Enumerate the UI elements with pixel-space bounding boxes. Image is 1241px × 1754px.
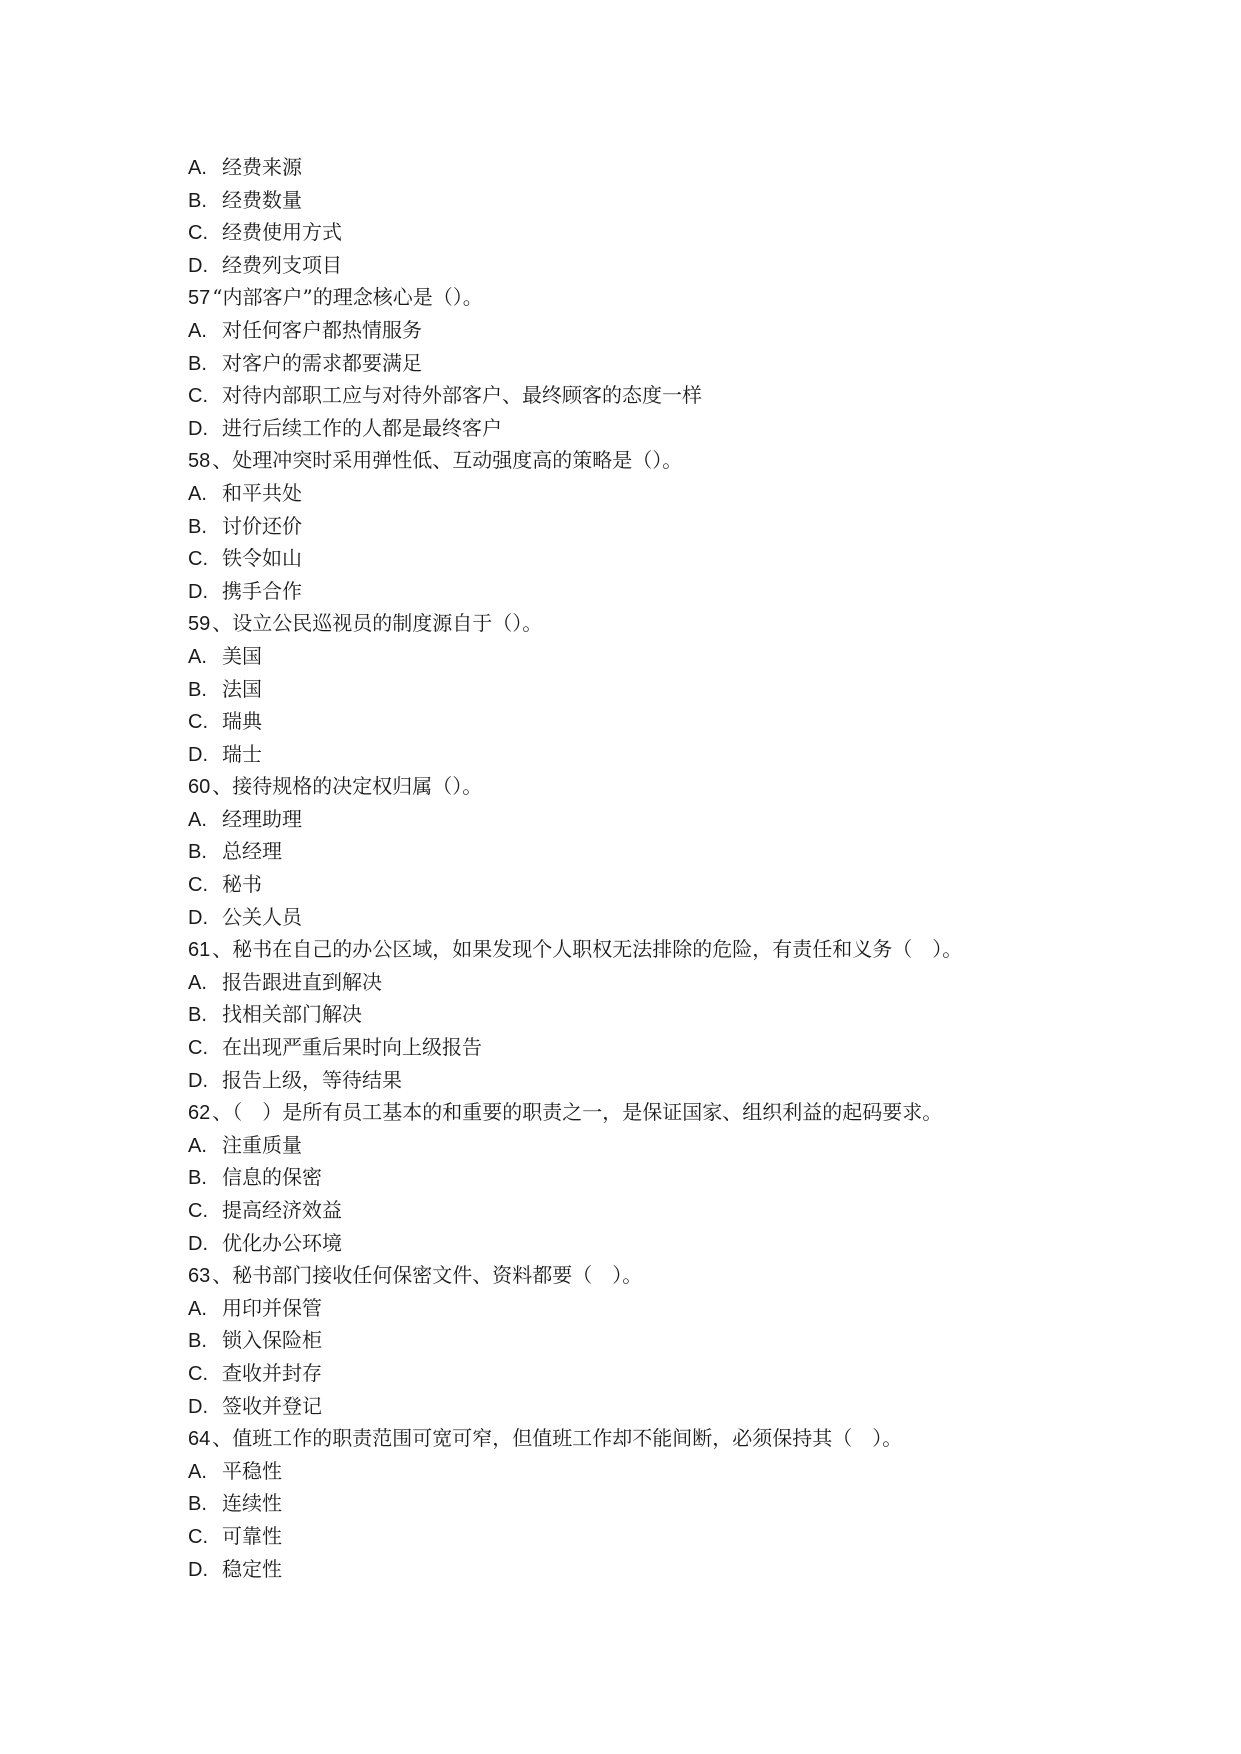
option-text: 锁入保险柜 <box>222 1328 322 1353</box>
option-letter: B. <box>188 189 207 212</box>
question-number: 63 <box>188 1265 211 1288</box>
option-line <box>188 835 1108 868</box>
option-text: 签收并登记 <box>222 1393 322 1418</box>
option-letter: D. <box>188 580 208 603</box>
option-text: 瑞典 <box>222 709 262 734</box>
option-text: 连续性 <box>222 1491 282 1516</box>
option-text: 报告跟进直到解决 <box>222 969 382 994</box>
question-text: 、（ ）是所有员工基本的和重要的职责之一，是保证国家、组织利益的起码要求。 <box>212 1100 943 1125</box>
option-text: 和平共处 <box>222 480 302 505</box>
option-line <box>188 1324 1108 1357</box>
option-letter: C. <box>188 222 208 245</box>
option-letter: D. <box>188 1069 208 1092</box>
option-letter: C. <box>188 1362 208 1385</box>
option-text: 报告上级，等待结果 <box>222 1067 402 1092</box>
option-line <box>188 868 1108 901</box>
option-letter: A. <box>188 971 207 994</box>
option-line <box>188 249 1108 282</box>
question-line <box>188 1422 1108 1455</box>
option-text: 铁令如山 <box>222 546 302 571</box>
question-number: 61 <box>188 939 211 962</box>
option-line <box>188 738 1108 771</box>
option-line <box>188 1064 1108 1097</box>
option-letter: A. <box>188 645 207 668</box>
option-text: 公关人员 <box>222 904 302 929</box>
option-text: 经费列支项目 <box>222 252 342 277</box>
option-line <box>188 705 1108 738</box>
option-letter: D. <box>188 743 208 766</box>
option-line <box>188 966 1108 999</box>
option-letter: B. <box>188 841 207 864</box>
option-line <box>188 901 1108 934</box>
option-letter: B. <box>188 678 207 701</box>
option-line <box>188 575 1108 608</box>
option-text: 经理助理 <box>222 806 302 831</box>
option-line <box>188 1292 1108 1325</box>
option-letter: C. <box>188 874 208 897</box>
option-letter: A. <box>188 1297 207 1320</box>
question-line <box>188 933 1108 966</box>
option-line <box>188 477 1108 510</box>
option-letter: C. <box>188 1525 208 1548</box>
option-letter: A. <box>188 1134 207 1157</box>
option-text: 经费来源 <box>222 155 302 179</box>
option-letter: B. <box>188 1004 207 1027</box>
option-line <box>188 1357 1108 1390</box>
option-letter: D. <box>188 417 208 440</box>
question-text: 、秘书在自己的办公区域，如果发现个人职权无法排除的危险，有责任和义务（ ）。 <box>212 937 963 962</box>
question-line <box>188 1096 1108 1129</box>
option-line <box>188 1227 1108 1260</box>
option-text: 经费数量 <box>222 187 302 212</box>
option-text: 美国 <box>222 643 262 668</box>
option-letter: C. <box>188 711 208 734</box>
option-line <box>188 379 1108 412</box>
option-letter: B. <box>188 515 207 538</box>
option-text: 进行后续工作的人都是最终客户 <box>222 415 502 440</box>
option-line <box>188 151 1108 184</box>
option-line <box>188 1129 1108 1162</box>
option-text: 查收并封存 <box>222 1360 322 1385</box>
option-text: 优化办公环境 <box>222 1230 342 1255</box>
option-text: 秘书 <box>222 872 262 897</box>
option-text: 对待内部职工应与对待外部客户、最终顾客的态度一样 <box>222 383 702 408</box>
option-line <box>188 347 1108 380</box>
question-number: 57 <box>188 287 211 310</box>
option-text: 法国 <box>222 676 262 701</box>
question-text: “内部客户”的理念核心是（）。 <box>212 285 483 310</box>
option-letter: B. <box>188 352 207 375</box>
option-letter: A. <box>188 808 207 831</box>
option-line <box>188 1553 1108 1586</box>
option-line <box>188 1520 1108 1553</box>
option-line <box>188 1161 1108 1194</box>
option-line <box>188 184 1108 217</box>
option-line <box>188 1455 1108 1488</box>
option-letter: C. <box>188 1200 208 1222</box>
question-text: 、设立公民巡视员的制度源自于（）。 <box>212 611 543 636</box>
option-line <box>188 803 1108 836</box>
question-number: 62 <box>188 1102 211 1125</box>
question-line <box>188 281 1108 314</box>
option-text: 对客户的需求都要满足 <box>222 350 422 375</box>
option-text: 可靠性 <box>222 1523 282 1548</box>
question-number: 59 <box>188 613 211 636</box>
option-text: 讨价还价 <box>222 513 302 538</box>
option-letter: C. <box>188 385 208 408</box>
option-letter: C. <box>188 1037 208 1060</box>
option-text: 用印并保管 <box>222 1295 322 1320</box>
option-line <box>188 640 1108 673</box>
question-line <box>188 607 1108 640</box>
question-text: 、处理冲突时采用弹性低、互动强度高的策略是（）。 <box>212 448 683 473</box>
question-line <box>188 1259 1108 1292</box>
option-letter: A. <box>188 1460 207 1483</box>
option-letter: D. <box>188 1232 208 1255</box>
option-text: 信息的保密 <box>222 1165 322 1190</box>
option-letter: A. <box>188 482 207 505</box>
option-text: 经费使用方式 <box>222 220 342 245</box>
question-line <box>188 770 1108 803</box>
option-line <box>188 216 1108 249</box>
question-text: 、值班工作的职责范围可宽可窄，但值班工作却不能间断，必须保持其（ ）。 <box>212 1426 903 1451</box>
option-line <box>188 1031 1108 1064</box>
option-letter: A. <box>188 319 207 342</box>
option-letter: D. <box>188 254 208 277</box>
option-line <box>188 1390 1108 1423</box>
option-text: 找相关部门解决 <box>222 1002 362 1027</box>
option-text: 注重质量 <box>222 1132 302 1157</box>
option-letter: B. <box>188 1493 207 1516</box>
question-text: 、秘书部门接收任何保密文件、资料都要（ ）。 <box>212 1263 643 1288</box>
option-line <box>188 542 1108 575</box>
option-line <box>188 412 1108 445</box>
option-letter: B. <box>188 1330 207 1353</box>
option-letter: D. <box>188 906 208 929</box>
question-number: 64 <box>188 1428 211 1451</box>
option-text: 稳定性 <box>222 1556 282 1581</box>
option-text: 瑞士 <box>222 741 262 766</box>
option-line <box>188 1194 1108 1227</box>
option-line <box>188 1487 1108 1520</box>
option-text: 对任何客户都热情服务 <box>222 317 422 342</box>
option-letter: C. <box>188 548 208 571</box>
question-text: 、接待规格的决定权归属（）。 <box>212 774 483 799</box>
option-letter: D. <box>188 1395 208 1418</box>
option-line <box>188 673 1108 706</box>
option-letter: D. <box>188 1558 208 1581</box>
option-text: 总经理 <box>222 839 282 864</box>
question-number: 60 <box>188 776 211 799</box>
option-text: 提高经济效益 <box>222 1198 342 1222</box>
option-line <box>188 314 1108 347</box>
document-page <box>188 151 1108 1585</box>
option-letter: B. <box>188 1167 207 1190</box>
option-text: 在出现严重后果时向上级报告 <box>222 1035 482 1060</box>
option-text: 携手合作 <box>222 578 302 603</box>
question-number: 58 <box>188 450 211 473</box>
option-line <box>188 510 1108 543</box>
option-letter: A. <box>188 157 207 179</box>
question-line <box>188 444 1108 477</box>
option-text: 平稳性 <box>222 1458 282 1483</box>
option-line <box>188 998 1108 1031</box>
